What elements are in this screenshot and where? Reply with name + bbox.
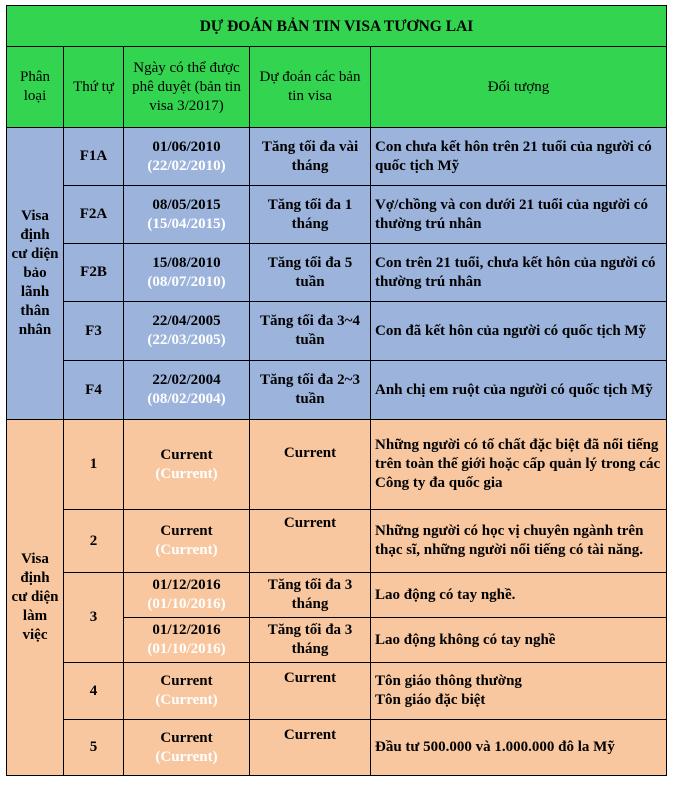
current-date: Current (160, 673, 213, 689)
row-prediction: Tăng tối đa 3 tháng (250, 573, 371, 618)
previous-date: (Current) (155, 692, 218, 708)
row-order: 1 (64, 420, 124, 510)
previous-date: (08/02/2004) (147, 391, 226, 407)
title-row (7, 6, 667, 47)
header-approval-date: Ngày có thể được phê duyệt (bản tin visa 3/2017) (124, 47, 250, 128)
row-date (124, 573, 250, 618)
row-target: Lao động không có tay nghề (371, 618, 667, 663)
target-line: Tôn giáo đặc biệt (375, 692, 486, 708)
row-order: 3 (64, 573, 124, 663)
row-order: F2B (64, 244, 124, 302)
row-order: F3 (64, 302, 124, 361)
previous-date: (22/02/2010) (147, 157, 226, 174)
previous-date: (Current) (155, 748, 218, 765)
category-employment: Visa định cư diện làm việc (7, 420, 64, 776)
current-date: Current (160, 729, 213, 746)
category-family: Visa định cư diện bảo lãnh thân nhân (7, 128, 64, 420)
table-row (7, 573, 667, 618)
row-order: 5 (64, 720, 124, 776)
row-target: Anh chị em ruột của người có quốc tịch Mỹ (371, 361, 667, 420)
row-date (124, 244, 250, 302)
row-date (124, 510, 250, 573)
row-target: Lao động có tay nghề. (371, 573, 667, 618)
table-row (7, 128, 667, 186)
previous-date: (01/10/2016) (147, 641, 226, 657)
header-category: Phân loại (7, 47, 64, 128)
header-row (7, 47, 667, 128)
row-target (371, 663, 667, 720)
row-target: Con đã kết hôn của người có quốc tịch Mỹ (371, 302, 667, 361)
row-prediction: Current (250, 420, 371, 510)
row-date (124, 720, 250, 776)
row-order: F4 (64, 361, 124, 420)
previous-date: (22/03/2005) (147, 332, 226, 348)
previous-date: (08/07/2010) (147, 273, 226, 290)
current-date: 22/04/2005 (152, 313, 221, 329)
row-prediction: Current (250, 663, 371, 720)
row-prediction: Current (250, 510, 371, 573)
row-prediction: Tăng tối đa 1 tháng (250, 186, 371, 244)
target-line: Tôn giáo thông thường (375, 673, 522, 689)
table-row (7, 186, 667, 244)
visa-bulletin-table (6, 5, 667, 776)
header-prediction: Dự đoán các bản tin visa (250, 47, 371, 128)
previous-date: (01/10/2016) (147, 596, 226, 612)
row-target: Vợ/chồng và con dưới 21 tuổi của người có thường trú nhân (371, 186, 667, 244)
row-prediction: Tăng tối đa 3 tháng (250, 618, 371, 663)
table-title: DỰ ĐOÁN BẢN TIN VISA TƯƠNG LAI (7, 6, 667, 47)
row-date (124, 128, 250, 186)
table-row (7, 361, 667, 420)
table-row (7, 510, 667, 573)
row-date (124, 618, 250, 663)
table-row (7, 302, 667, 361)
table-row (7, 420, 667, 510)
table-row (7, 663, 667, 720)
table-row (7, 244, 667, 302)
current-date: Current (160, 523, 213, 539)
row-prediction: Tăng tối đa 5 tuần (250, 244, 371, 302)
row-prediction: Tăng tối đa vài tháng (250, 128, 371, 186)
row-date (124, 420, 250, 510)
current-date: 08/05/2015 (152, 196, 221, 213)
header-target: Đối tượng (371, 47, 667, 128)
row-order: F1A (64, 128, 124, 186)
current-date: Current (160, 446, 213, 463)
row-target: Con trên 21 tuổi, chưa kết hôn của người có thường trú nhân (371, 244, 667, 302)
header-order: Thứ tự (64, 47, 124, 128)
row-date (124, 663, 250, 720)
row-target: Những người có tố chất đặc biệt đã nổi tiếng trên toàn thế giới hoặc cấp quản lý trong các Công ty đa quốc gia (371, 420, 667, 510)
row-date (124, 186, 250, 244)
row-order: F2A (64, 186, 124, 244)
current-date: 01/12/2016 (152, 577, 221, 593)
current-date: 22/02/2004 (152, 372, 221, 388)
previous-date: (Current) (155, 542, 218, 558)
current-date: 15/08/2010 (152, 254, 221, 271)
previous-date: (15/04/2015) (147, 215, 226, 232)
row-date (124, 361, 250, 420)
row-prediction: Current (250, 720, 371, 776)
row-target: Đầu tư 500.000 và 1.000.000 đô la Mỹ (371, 720, 667, 776)
current-date: 01/12/2016 (152, 622, 221, 638)
table-row (7, 720, 667, 776)
current-date: 01/06/2010 (152, 138, 221, 155)
row-order: 2 (64, 510, 124, 573)
row-order: 4 (64, 663, 124, 720)
previous-date: (Current) (155, 465, 218, 482)
row-target: Những người có học vị chuyên ngành trên thạc sĩ, những người nổi tiếng có tài năng. (371, 510, 667, 573)
row-date (124, 302, 250, 361)
row-prediction: Tăng tối đa 2~3 tuần (250, 361, 371, 420)
row-prediction: Tăng tối đa 3~4 tuần (250, 302, 371, 361)
row-target: Con chưa kết hôn trên 21 tuổi của người có quốc tịch Mỹ (371, 128, 667, 186)
